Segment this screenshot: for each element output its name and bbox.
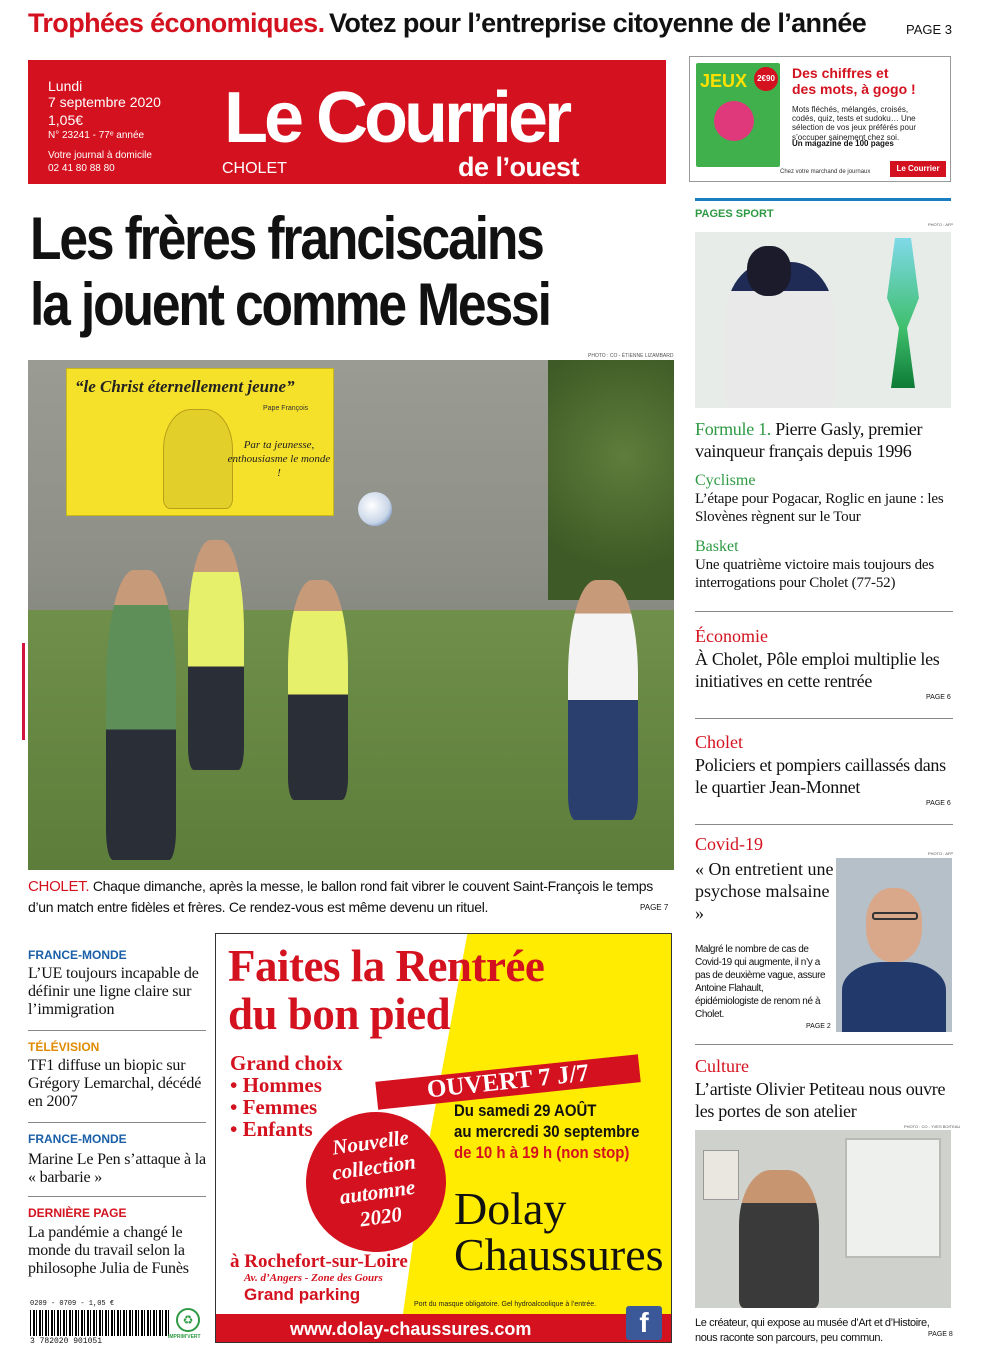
economie-text[interactable]: À Cholet, Pôle emploi multiplie les initiatives en cette rentrée bbox=[695, 649, 940, 691]
left-divider bbox=[28, 1196, 206, 1197]
masthead-price: 1,05€ bbox=[48, 112, 84, 129]
masthead-date: 7 septembre 2020 bbox=[48, 94, 161, 111]
culture-photo-artist bbox=[739, 1170, 819, 1308]
main-headline[interactable] bbox=[30, 206, 589, 338]
promo-title bbox=[792, 65, 916, 97]
ad-brand-logo bbox=[454, 1183, 664, 1280]
barcode-top-label: 0209 - 0709 - 1,05 € bbox=[30, 1300, 115, 1308]
ad-circle-line4: 2020 bbox=[358, 1201, 404, 1232]
caption-city: CHOLET. bbox=[28, 878, 90, 895]
top-banner[interactable] bbox=[28, 8, 968, 46]
top-banner-page: PAGE 3 bbox=[905, 22, 952, 37]
promo-brand-logo: Le Courrier bbox=[890, 161, 946, 177]
barcode bbox=[30, 1300, 170, 1348]
culture-photo-artwork bbox=[703, 1150, 739, 1200]
covid-photo-face bbox=[866, 888, 922, 962]
sport-photo[interactable] bbox=[695, 232, 951, 408]
main-headline-line2: la jouent comme Messi bbox=[30, 271, 550, 338]
masthead-issue: N° 23241 - 77ᵉ année bbox=[48, 130, 145, 142]
dolay-chaussures-ad[interactable] bbox=[215, 933, 672, 1343]
newspaper-logo: Le Courrier bbox=[224, 78, 569, 158]
promo-title-line2: des mots, à gogo ! bbox=[792, 81, 916, 98]
player-1 bbox=[106, 570, 176, 860]
left-item-1-label: FRANCE-MONDE bbox=[28, 948, 127, 962]
culture-photo-window bbox=[845, 1138, 941, 1258]
banner-message bbox=[225, 439, 333, 480]
main-photo-caption bbox=[28, 876, 676, 917]
imprim-vert-icon: ♻ bbox=[176, 1308, 200, 1332]
right-divider bbox=[695, 1044, 953, 1045]
economie-kicker: Économie bbox=[695, 626, 768, 646]
promo-mascot bbox=[714, 101, 754, 141]
left-divider bbox=[28, 1030, 206, 1031]
right-divider bbox=[695, 611, 953, 612]
ad-dates bbox=[454, 1100, 639, 1163]
ad-date-line1: Du samedi 29 AOÛT bbox=[454, 1101, 597, 1120]
masthead bbox=[28, 60, 666, 184]
promo-cover-price: 2€90 bbox=[754, 67, 778, 91]
promo-jeux[interactable] bbox=[689, 56, 951, 182]
promo-cover-title: JEUX bbox=[700, 71, 748, 91]
left-item-2-label: TÉLÉVISION bbox=[28, 1040, 100, 1054]
basket-text[interactable]: Une quatrième victoire mais toujours des interrogations pour Cholet (77-52) bbox=[695, 557, 935, 591]
culture-photo[interactable] bbox=[695, 1130, 951, 1308]
page-edge-mark bbox=[22, 643, 25, 740]
covid-photo-glasses bbox=[872, 912, 918, 920]
covid-kicker: Covid-19 bbox=[695, 834, 764, 854]
right-column-divider bbox=[695, 198, 951, 201]
masthead-home-delivery: Votre journal à domicile bbox=[48, 149, 152, 161]
promo-text: Mots fléchés, mélangés, croisés, codés, quiz, tests et sudoku… Une sélection de vos jeux préférés pour s’occuper sainement chez soi. bbox=[792, 105, 917, 142]
caption-text: Chaque dimanche, après la messe, le ballon rond fait vibrer le couvent Saint-François le temps d’un match entre fidèles et frères. Ce rendez-vous est même devenu un rituel. bbox=[28, 878, 653, 915]
culture-page: PAGE 8 bbox=[928, 1331, 953, 1338]
ad-date-line3: de 10 h à 19 h (non stop) bbox=[454, 1143, 630, 1162]
economie-page: PAGE 6 bbox=[926, 694, 951, 701]
left-item-3-label: FRANCE-MONDE bbox=[28, 1132, 127, 1146]
ad-choice-women: • Femmes bbox=[230, 1095, 318, 1119]
player-2 bbox=[188, 540, 244, 770]
ad-website-link[interactable]: www.dolay-chaussures.com bbox=[216, 1314, 672, 1343]
masthead-info bbox=[48, 78, 161, 175]
player-3 bbox=[288, 580, 348, 800]
ad-choice-kids: • Enfants bbox=[230, 1117, 313, 1141]
covid-body: Malgré le nombre de cas de Covid-19 qui augmente, il n’y a pas de deuxième vague, assure Antoine Flahault, épidémiologiste de renom né à Cholet. bbox=[695, 944, 826, 1020]
promo-cover-image bbox=[696, 63, 780, 167]
left-item-1-text[interactable]: L’UE toujours incapable de définir une ligne claire sur l’immigration bbox=[28, 965, 199, 1018]
right-divider bbox=[695, 718, 953, 719]
ad-date-line2: au mercredi 30 septembre bbox=[454, 1122, 640, 1141]
covid-photo-credit: PHOTO : AFP bbox=[928, 851, 954, 856]
left-divider bbox=[28, 1122, 206, 1123]
formula1-text: Pierre Gasly, premier vainqueur français depuis 1996 bbox=[695, 419, 923, 461]
top-banner-kicker: Trophées économiques. bbox=[28, 8, 325, 38]
ad-brand-line1: Dolay bbox=[454, 1183, 567, 1234]
basket-kicker: Basket bbox=[695, 538, 739, 555]
banner-quote: “le Christ éternellement jeune” bbox=[75, 377, 295, 396]
ad-open-banner: OUVERT 7 J/7 bbox=[375, 1054, 640, 1109]
formula1-kicker: Formule 1. bbox=[695, 419, 771, 439]
ad-brand-line2: Chaussures bbox=[454, 1229, 664, 1280]
main-photo-credit: PHOTO : CO - ÉTIENNE LIZAMBARD bbox=[588, 353, 674, 359]
ad-choice-men: • Hommes bbox=[230, 1073, 322, 1097]
football bbox=[358, 492, 392, 526]
left-item-3-text[interactable]: Marine Le Pen s’attaque à la « barbarie » bbox=[28, 1151, 206, 1186]
player-4 bbox=[568, 580, 638, 820]
banner-christ-figure bbox=[163, 409, 233, 509]
cyclisme-text[interactable]: L’étape pour Pogacar, Roglic en jaune : les Slovènes règnent sur le Tour bbox=[695, 491, 944, 525]
facebook-icon[interactable]: f bbox=[626, 1306, 662, 1340]
masthead-phone: 02 41 80 88 80 bbox=[48, 163, 115, 175]
photo-trees bbox=[548, 360, 674, 600]
banner-attribution: Pape François bbox=[263, 405, 309, 412]
promo-pages: Un magazine de 100 pages bbox=[792, 139, 894, 148]
newspaper-logo-sub: de l’ouest bbox=[458, 152, 580, 182]
ad-title bbox=[228, 942, 544, 1038]
ad-title-line1: Faites la Rentrée bbox=[228, 941, 545, 991]
right-divider bbox=[695, 824, 953, 825]
top-banner-title: Votez pour l’entreprise citoyenne de l’année bbox=[328, 8, 867, 38]
photo-yellow-banner bbox=[66, 368, 334, 516]
ad-title-line2: du bon pied bbox=[228, 989, 451, 1039]
covid-quote[interactable]: « On entretient une psychose malsaine » bbox=[695, 859, 834, 923]
culture-kicker: Culture bbox=[695, 1056, 749, 1076]
left-item-4-text[interactable]: La pandémie a changé le monde du travail selon la philosophe Julia de Funès bbox=[28, 1224, 189, 1277]
ad-location bbox=[230, 1252, 408, 1305]
imprim-vert-label: IMPRIM'VERT bbox=[168, 1334, 201, 1340]
pages-sport-label: PAGES SPORT bbox=[695, 208, 774, 220]
cholet-page: PAGE 6 bbox=[926, 800, 951, 807]
caption-page-ref: PAGE 7 bbox=[640, 903, 669, 912]
covid-photo[interactable] bbox=[836, 858, 952, 1032]
barcode-bars bbox=[30, 1310, 170, 1336]
promo-title-line1: Des chiffres et bbox=[792, 65, 889, 81]
ad-location-address: Av. d’Angers - Zone des Gours bbox=[244, 1272, 383, 1284]
promo-footer: Chez votre marchand de journaux bbox=[780, 169, 871, 175]
ad-circle-line2: collection bbox=[330, 1149, 418, 1185]
sport-photo-trophy bbox=[883, 238, 923, 388]
main-photo[interactable] bbox=[28, 360, 674, 870]
covid-photo-shirt bbox=[842, 962, 946, 1032]
culture-text[interactable]: L’artiste Olivier Petiteau nous ouvre les portes de son atelier bbox=[695, 1079, 946, 1121]
ad-circle-line3: automne bbox=[338, 1174, 417, 1210]
cyclisme-kicker: Cyclisme bbox=[695, 472, 756, 489]
cholet-text[interactable]: Policiers et pompiers caillassés dans le quartier Jean-Monnet bbox=[695, 755, 946, 797]
sport-photo-driver-head bbox=[747, 246, 791, 296]
masthead-day: Lundi bbox=[48, 78, 83, 94]
sport-photo-credit: PHOTO : AFP bbox=[928, 222, 954, 227]
ad-circle-line1: Nouvelle bbox=[330, 1125, 411, 1160]
covid-page: PAGE 2 bbox=[806, 1023, 831, 1030]
banner-message-line2: enthousiasme le monde ! bbox=[227, 452, 331, 479]
banner-message-line1: Par ta jeunesse, bbox=[243, 439, 315, 451]
barcode-number: 3 782020 901051 bbox=[30, 1337, 103, 1346]
culture-photo-credit: PHOTO : CO - YVES BOITEAU bbox=[904, 1124, 961, 1129]
cholet-kicker: Cholet bbox=[695, 732, 743, 752]
ad-choices bbox=[230, 1052, 343, 1140]
ad-choice-title: Grand choix bbox=[230, 1051, 343, 1075]
culture-caption: Le créateur, qui expose au musée d’Art et d’Histoire, nous raconte son parcours, peu commun. bbox=[695, 1317, 930, 1344]
left-item-4-label: DERNIÈRE PAGE bbox=[28, 1206, 127, 1220]
ad-location-parking: Grand parking bbox=[244, 1285, 361, 1304]
left-item-2-text[interactable]: TF1 diffuse un biopic sur Grégory Lemarchal, décédé en 2007 bbox=[28, 1057, 202, 1110]
formula1-item[interactable] bbox=[695, 418, 953, 462]
main-headline-line1: Les frères franciscains bbox=[30, 205, 543, 272]
ad-mask-note: Port du masque obligatoire. Gel hydroalcoolique à l’entrée. bbox=[414, 1301, 597, 1308]
ad-location-city: à Rochefort-sur-Loire bbox=[230, 1251, 408, 1272]
masthead-city: CHOLET bbox=[222, 160, 287, 177]
